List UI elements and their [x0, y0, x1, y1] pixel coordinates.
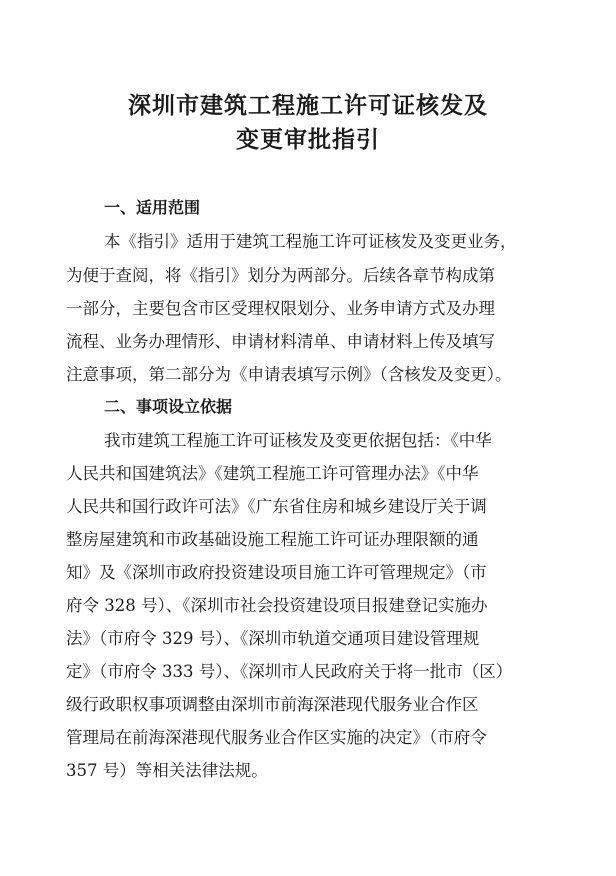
section-2-paragraph-line: 人民共和国建筑法》《建筑工程施工许可管理办法》《中华 — [66, 464, 479, 483]
section-2-paragraph-line: 定》（市府令 333 号）、《深圳市人民政府关于将一批市（区） — [66, 662, 513, 681]
section-1-paragraph-line: 本《指引》适用于建筑工程施工许可证核发及变更业务， — [104, 232, 517, 251]
section-2-heading: 二、事项设立依据 — [104, 397, 233, 416]
section-1-paragraph-line: 一部分，主要包含市区受理权限划分、业务申请方式及办理 — [66, 299, 495, 318]
document-title-line-2: 变更审批指引 — [236, 126, 380, 153]
section-1-paragraph-line: 流程、业务办理情形、申请材料清单、申请材料上传及填写 — [66, 332, 495, 351]
document-title-line-1: 深圳市建筑工程施工许可证核发及 — [128, 92, 488, 119]
section-1-heading: 一、适用范围 — [104, 198, 201, 217]
section-2-paragraph-line: 人民共和国行政许可法》《广东省住房和城乡建设厅关于调 — [66, 497, 487, 516]
section-1-paragraph-line: 为便于查阅，将《指引》划分为两部分。后续各章节构成第 — [66, 266, 495, 285]
section-2-paragraph-line: 我市建筑工程施工许可证核发及变更依据包括：《中华 — [104, 431, 492, 450]
section-2-paragraph-line: 整房屋建筑和市政基础设施工程施工许可证办理限额的通 — [66, 530, 479, 549]
section-2-paragraph-line: 级行政职权事项调整由深圳市前海深港现代服务业合作区 — [66, 695, 479, 714]
section-2-paragraph-line: 357 号）等相关法律法规。 — [66, 761, 268, 780]
section-2-paragraph-line: 府令 328 号）、《深圳市社会投资建设项目报建登记实施办 — [66, 596, 488, 615]
section-2-paragraph-line: 知》及《深圳市政府投资建设项目施工许可管理规定》（市 — [66, 563, 487, 582]
section-2-paragraph-line: 管理局在前海深港现代服务业合作区实施的决定》（市府令 — [66, 728, 487, 747]
section-2-paragraph-line: 法》（市府令 329 号）、《深圳市轨道交通项目建设管理规 — [66, 629, 480, 648]
section-1-paragraph-line: 注意事项，第二部分为《申请表填写示例》（含核发及变更）。 — [66, 365, 512, 384]
